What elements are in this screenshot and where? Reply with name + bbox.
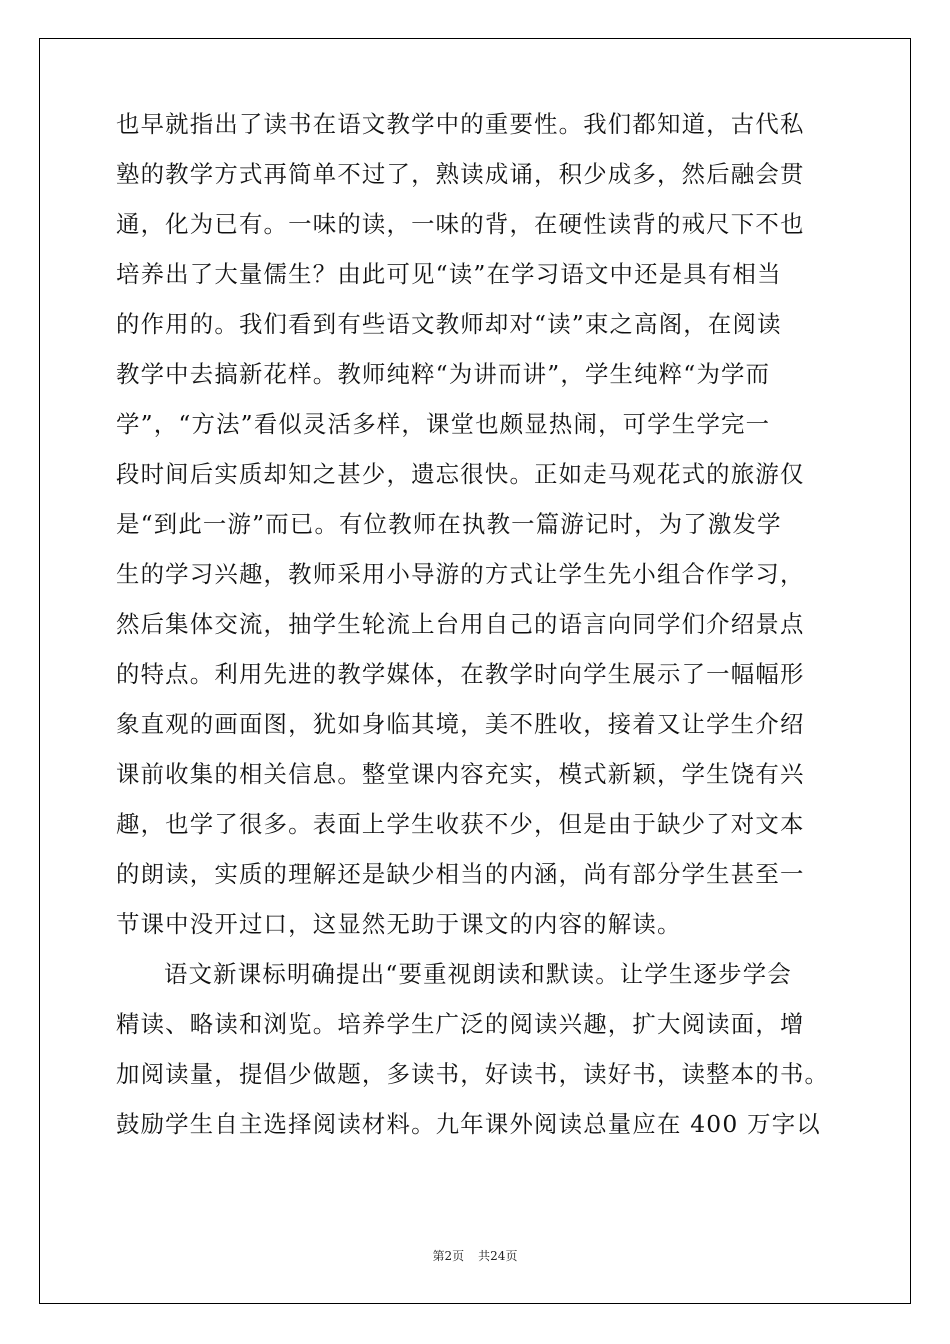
- text-line: 语文新课标明确提出“要重视朗读和默读。让学生逐步学会: [164, 960, 792, 988]
- text-line: 学”，“方法”看似灵活多样，课堂也颇显热闹，可学生学完一: [116, 410, 771, 438]
- text-line: 培养出了大量儒生？由此可见“读”在学习语文中还是具有相当: [116, 260, 782, 288]
- paragraph: [116, 949, 836, 1149]
- page-footer: [0, 1247, 950, 1264]
- text-line: 鼓励学生自主选择阅读材料。九年课外阅读总量应在 400 万字以: [116, 1110, 821, 1138]
- text-line: 教学中去搞新花样。教师纯粹“为讲而讲”，学生纯粹“为学而: [116, 360, 771, 388]
- text-line: 塾的教学方式再简单不过了，熟读成诵，积少成多，然后融会贯: [116, 160, 805, 188]
- text-line: 段时间后实质却知之甚少，遗忘很快。正如走马观花式的旅游仅: [116, 460, 805, 488]
- text-line: 的作用的。我们看到有些语文教师却对“读”束之高阁，在阅读: [116, 310, 782, 338]
- text-line: 也早就指出了读书在语文教学中的重要性。我们都知道，古代私: [116, 110, 805, 138]
- text-line: 生的学习兴趣，教师采用小导游的方式让学生先小组合作学习，: [116, 560, 805, 588]
- text-line: 趣，也学了很多。表面上学生收获不少，但是由于缺少了对文本: [116, 810, 805, 838]
- text-line: 精读、略读和浏览。培养学生广泛的阅读兴趣，扩大阅读面，增: [116, 1010, 805, 1038]
- text-line: 的特点。利用先进的教学媒体，在教学时向学生展示了一幅幅形: [116, 660, 805, 688]
- text-line: 是“到此一游”而已。有位教师在执教一篇游记时，为了激发学: [116, 510, 782, 538]
- text-line: 节课中没开过口，这显然无助于课文的内容的解读。: [116, 910, 682, 938]
- text-line: 的朗读，实质的理解还是缺少相当的内涵，尚有部分学生甚至一: [116, 860, 805, 888]
- document-body: [116, 99, 836, 1149]
- paragraph: [116, 99, 836, 949]
- text-line: 加阅读量，提倡少做题，多读书，好读书，读好书，读整本的书。: [116, 1060, 830, 1088]
- text-line: 象直观的画面图，犹如身临其境，美不胜收，接着又让学生介绍: [116, 710, 805, 738]
- page-total: 共24页: [478, 1249, 518, 1263]
- text-line: 然后集体交流，抽学生轮流上台用自己的语言向同学们介绍景点: [116, 610, 805, 638]
- text-line: 通，化为已有。一味的读，一味的背，在硬性读背的戒尺下不也: [116, 210, 805, 238]
- text-line: 课前收集的相关信息。整堂课内容充实，模式新颖，学生饶有兴: [116, 760, 805, 788]
- page-number: 第2页: [432, 1249, 465, 1263]
